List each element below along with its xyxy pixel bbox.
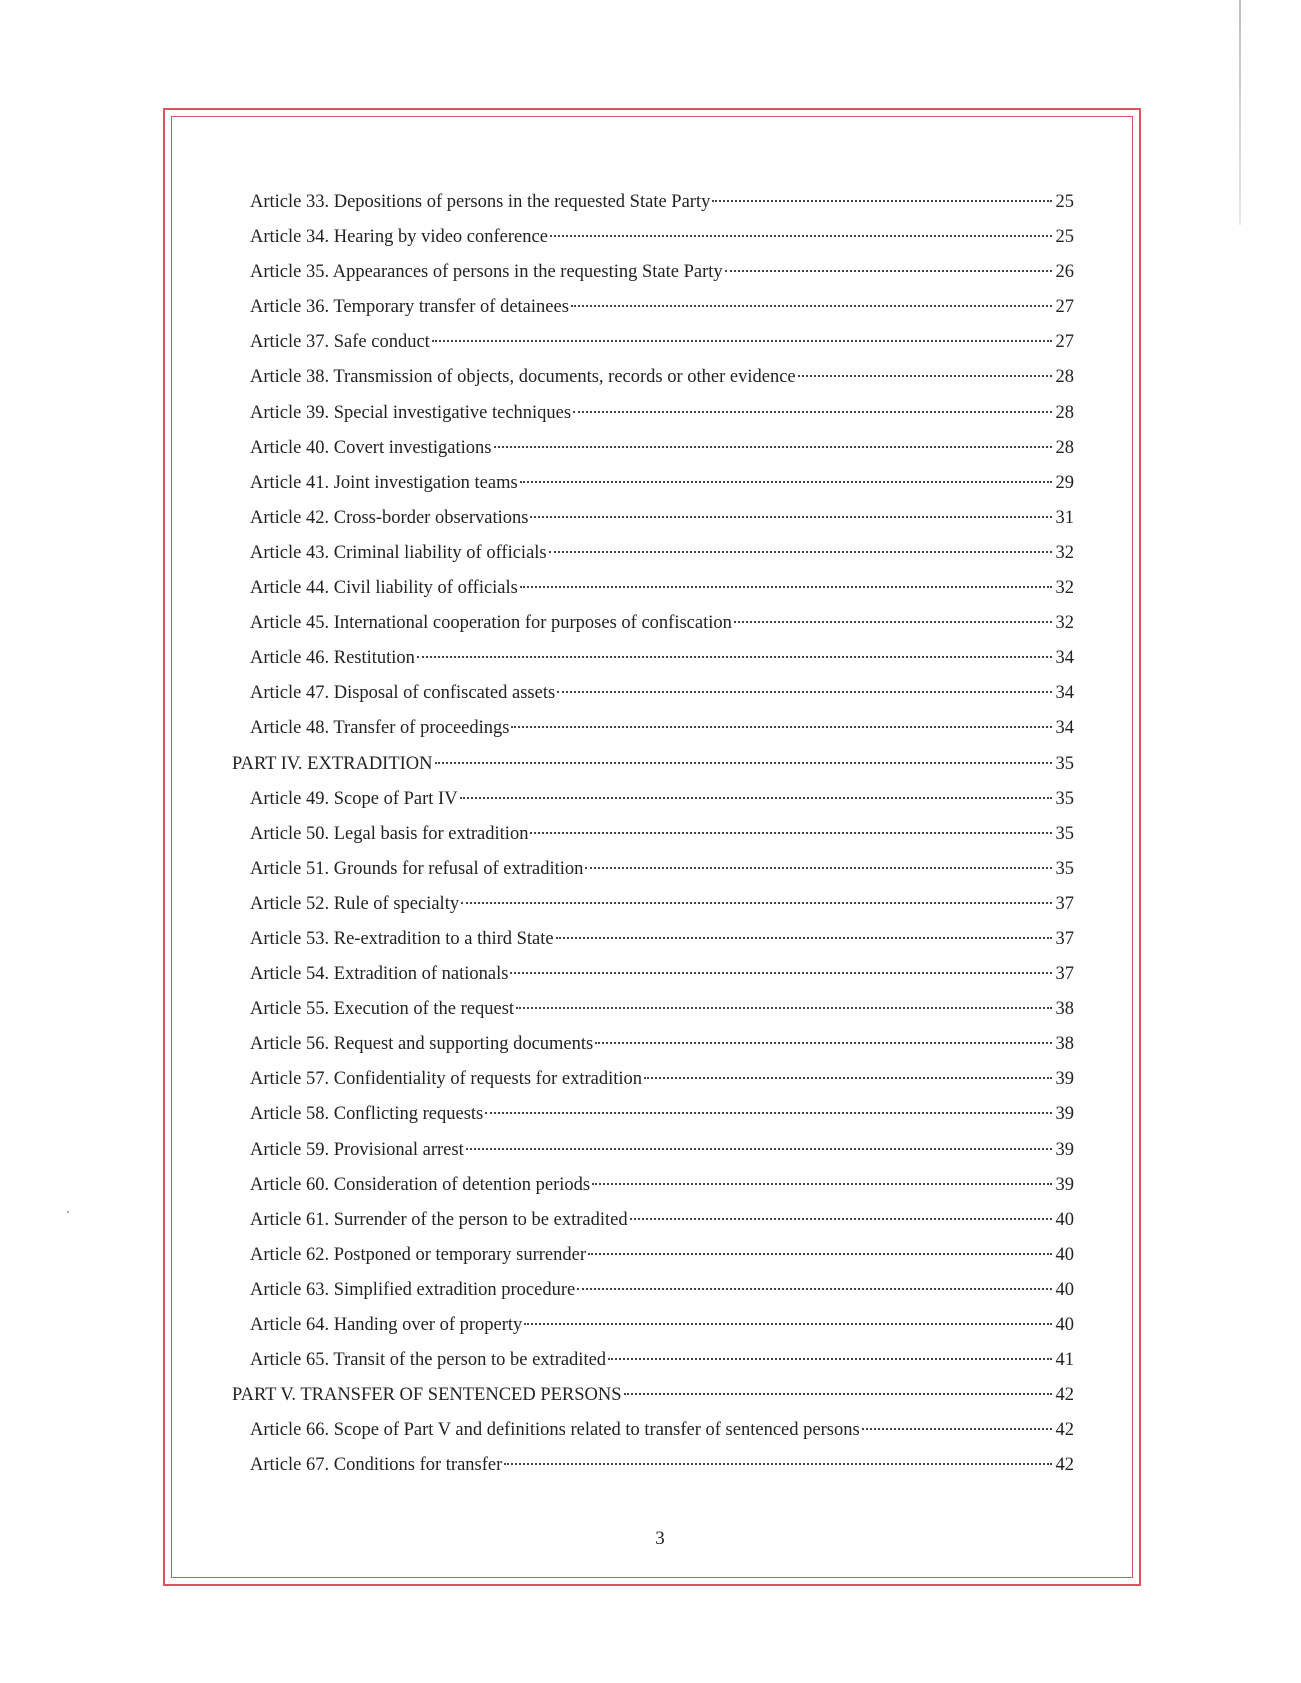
toc-entry-title: Article 36. Temporary transfer of detainees bbox=[250, 297, 569, 318]
toc-entry-page: 27 bbox=[1055, 332, 1074, 353]
toc-entry-title: Article 51. Grounds for refusal of extradition bbox=[250, 858, 584, 879]
dot-leader bbox=[585, 867, 1052, 869]
dot-leader bbox=[524, 1323, 1052, 1325]
dot-leader bbox=[485, 1112, 1052, 1114]
toc-entry-title: Article 66. Scope of Part V and definitions related to transfer of sentenced persons bbox=[250, 1420, 860, 1441]
dot-leader bbox=[530, 832, 1052, 834]
toc-entry[interactable] bbox=[232, 857, 1074, 892]
toc-entry-page: 25 bbox=[1055, 192, 1074, 212]
toc-entry[interactable] bbox=[232, 892, 1074, 927]
dot-leader bbox=[712, 200, 1052, 202]
dot-leader bbox=[624, 1393, 1052, 1395]
dot-leader bbox=[588, 1253, 1052, 1255]
toc-entry-title: Article 52. Rule of specialty bbox=[250, 893, 460, 914]
toc-entry-title: Article 41. Joint investigation teams bbox=[250, 472, 518, 493]
toc-entry-page: 40 bbox=[1055, 1244, 1074, 1265]
toc-entry[interactable] bbox=[232, 716, 1074, 751]
dot-leader bbox=[511, 726, 1052, 728]
toc-entry[interactable] bbox=[232, 576, 1074, 611]
toc-entry-page: 26 bbox=[1055, 262, 1074, 283]
toc-entry[interactable] bbox=[232, 225, 1074, 260]
toc-entry-page: 37 bbox=[1055, 893, 1074, 914]
toc-entry-title: Article 61. Surrender of the person to be extradited bbox=[250, 1209, 628, 1230]
dot-leader bbox=[435, 762, 1052, 764]
toc-entry-title: Article 49. Scope of Part IV bbox=[250, 788, 458, 809]
toc-entry-page: 40 bbox=[1055, 1279, 1074, 1300]
dot-leader bbox=[577, 1288, 1052, 1290]
table-of-contents bbox=[232, 190, 1074, 1488]
dot-leader bbox=[520, 481, 1052, 483]
toc-entry-page: 31 bbox=[1055, 507, 1074, 528]
toc-entry[interactable] bbox=[232, 1067, 1074, 1102]
toc-entry-page: 35 bbox=[1055, 858, 1074, 879]
dot-leader bbox=[644, 1077, 1052, 1079]
toc-entry-page: 38 bbox=[1055, 1034, 1074, 1055]
toc-entry[interactable] bbox=[232, 997, 1074, 1032]
toc-entry[interactable] bbox=[232, 295, 1074, 330]
toc-entry-title: Article 46. Restitution bbox=[250, 648, 415, 669]
toc-entry-page: 32 bbox=[1055, 578, 1074, 599]
toc-entry[interactable] bbox=[232, 1243, 1074, 1278]
toc-entry[interactable] bbox=[232, 646, 1074, 681]
toc-entry[interactable] bbox=[232, 962, 1074, 997]
dot-leader bbox=[550, 235, 1052, 237]
toc-entry-title: PART IV. EXTRADITION bbox=[232, 753, 433, 774]
dot-leader bbox=[432, 340, 1052, 342]
dot-leader bbox=[504, 1463, 1052, 1465]
toc-entry[interactable] bbox=[232, 190, 1074, 225]
toc-entry-title: Article 40. Covert investigations bbox=[250, 437, 492, 458]
page-number: 3 bbox=[655, 1528, 665, 1549]
toc-entry[interactable] bbox=[232, 1418, 1074, 1453]
dot-leader bbox=[417, 656, 1052, 658]
scan-speck bbox=[67, 1211, 69, 1213]
toc-entry-page: 25 bbox=[1055, 227, 1074, 248]
toc-entry-title: Article 39. Special investigative techniques bbox=[250, 402, 572, 423]
toc-entry-page: 38 bbox=[1055, 999, 1074, 1020]
toc-entry[interactable] bbox=[232, 330, 1074, 365]
toc-entry-page: 35 bbox=[1055, 823, 1074, 844]
dot-leader bbox=[510, 972, 1052, 974]
toc-entry[interactable] bbox=[232, 260, 1074, 295]
toc-entry-page: 34 bbox=[1055, 683, 1074, 704]
toc-entry[interactable] bbox=[232, 401, 1074, 436]
toc-entry[interactable] bbox=[232, 506, 1074, 541]
toc-entry[interactable] bbox=[232, 1208, 1074, 1243]
toc-entry-page: 37 bbox=[1055, 928, 1074, 949]
toc-entry-title: Article 57. Confidentiality of requests for extradition bbox=[250, 1069, 642, 1090]
toc-entry-page: 34 bbox=[1055, 648, 1074, 669]
toc-entry-page: 42 bbox=[1055, 1385, 1074, 1406]
dot-leader bbox=[571, 305, 1052, 307]
dot-leader bbox=[516, 1007, 1052, 1009]
toc-entry-title: Article 64. Handing over of property bbox=[250, 1315, 523, 1335]
toc-entry-title: Article 33. Depositions of persons in the requested State Party bbox=[250, 192, 711, 212]
toc-entry-title: Article 53. Re-extradition to a third State bbox=[250, 928, 554, 949]
dot-leader bbox=[520, 586, 1052, 588]
toc-entry-title: Article 54. Extradition of nationals bbox=[250, 964, 509, 985]
toc-entry-title: Article 58. Conflicting requests bbox=[250, 1104, 484, 1125]
toc-entry-page: 40 bbox=[1055, 1209, 1074, 1230]
dot-leader bbox=[557, 691, 1052, 693]
toc-entry-title: Article 44. Civil liability of officials bbox=[250, 578, 518, 599]
toc-entry-title: Article 38. Transmission of objects, documents, records or other evidence bbox=[250, 367, 796, 388]
toc-entry[interactable] bbox=[232, 365, 1074, 400]
toc-entry-page: 37 bbox=[1055, 964, 1074, 985]
toc-entry[interactable] bbox=[232, 436, 1074, 471]
toc-entry[interactable] bbox=[232, 1278, 1074, 1313]
toc-entry-page: 42 bbox=[1055, 1420, 1074, 1441]
scan-edge-shadow bbox=[1239, 0, 1241, 225]
toc-entry-page: 39 bbox=[1055, 1104, 1074, 1125]
toc-entry-title: Article 37. Safe conduct bbox=[250, 332, 430, 353]
dot-leader bbox=[466, 1148, 1052, 1150]
toc-part-heading[interactable] bbox=[232, 1383, 1074, 1418]
dot-leader bbox=[549, 551, 1052, 553]
toc-part-heading[interactable] bbox=[232, 752, 1074, 787]
dot-leader bbox=[608, 1358, 1052, 1360]
dot-leader bbox=[630, 1218, 1052, 1220]
toc-entry-page: 41 bbox=[1055, 1350, 1074, 1371]
toc-entry-title: Article 50. Legal basis for extradition bbox=[250, 823, 529, 844]
toc-entry[interactable] bbox=[232, 822, 1074, 857]
toc-entry-title: Article 62. Postponed or temporary surrender bbox=[250, 1244, 586, 1265]
toc-entry-title: Article 47. Disposal of confiscated assets bbox=[250, 683, 556, 704]
toc-entry-page: 42 bbox=[1055, 1455, 1074, 1476]
toc-entry-title: Article 59. Provisional arrest bbox=[250, 1139, 464, 1160]
dot-leader bbox=[862, 1428, 1052, 1430]
toc-entry-page: 32 bbox=[1055, 613, 1074, 634]
toc-entry-page: 28 bbox=[1055, 367, 1074, 388]
toc-entry[interactable] bbox=[232, 1313, 1074, 1348]
dot-leader bbox=[494, 446, 1053, 448]
toc-entry-page: 39 bbox=[1055, 1174, 1074, 1195]
toc-entry[interactable] bbox=[232, 611, 1074, 646]
toc-entry-title: PART V. TRANSFER OF SENTENCED PERSONS bbox=[232, 1385, 622, 1406]
toc-entry[interactable] bbox=[232, 787, 1074, 822]
toc-entry-page: 32 bbox=[1055, 542, 1074, 563]
toc-entry-title: Article 43. Criminal liability of officials bbox=[250, 542, 547, 563]
dot-leader bbox=[592, 1183, 1052, 1185]
toc-entry[interactable] bbox=[232, 681, 1074, 716]
toc-entry-page: 35 bbox=[1055, 788, 1074, 809]
toc-entry-page: 28 bbox=[1055, 437, 1074, 458]
dot-leader bbox=[725, 270, 1052, 272]
dot-leader bbox=[530, 516, 1052, 518]
dot-leader bbox=[461, 902, 1052, 904]
toc-entry-title: Article 48. Transfer of proceedings bbox=[250, 718, 510, 739]
toc-entry[interactable] bbox=[232, 1102, 1074, 1137]
toc-entry-title: Article 65. Transit of the person to be extradited bbox=[250, 1350, 607, 1371]
toc-entry-title: Article 60. Consideration of detention periods bbox=[250, 1174, 591, 1195]
toc-entry-page: 39 bbox=[1055, 1139, 1074, 1160]
dot-leader bbox=[556, 937, 1052, 939]
toc-entry[interactable] bbox=[232, 1173, 1074, 1208]
toc-entry-title: Article 67. Conditions for transfer bbox=[250, 1455, 503, 1476]
dot-leader bbox=[734, 621, 1052, 623]
toc-entry[interactable] bbox=[232, 541, 1074, 576]
toc-entry-page: 39 bbox=[1055, 1069, 1074, 1090]
toc-entry-page: 34 bbox=[1055, 718, 1074, 739]
toc-entry-page: 35 bbox=[1055, 753, 1074, 774]
dot-leader bbox=[573, 411, 1052, 413]
toc-entry-title: Article 45. International cooperation for purposes of confiscation bbox=[250, 613, 732, 634]
dot-leader bbox=[460, 797, 1052, 799]
toc-entry-title: Article 56. Request and supporting documents bbox=[250, 1034, 594, 1055]
toc-entry-title: Article 34. Hearing by video conference bbox=[250, 227, 548, 248]
toc-entry-page: 28 bbox=[1055, 402, 1074, 423]
toc-entry[interactable] bbox=[232, 1348, 1074, 1383]
dot-leader bbox=[798, 375, 1052, 377]
dot-leader bbox=[595, 1042, 1052, 1044]
toc-entry-page: 29 bbox=[1055, 472, 1074, 493]
toc-entry-title: Article 63. Simplified extradition procedure bbox=[250, 1279, 576, 1300]
toc-entry-title: Article 35. Appearances of persons in the requesting State Party bbox=[250, 262, 723, 283]
toc-entry[interactable] bbox=[232, 1138, 1074, 1173]
toc-entry-title: Article 42. Cross-border observations bbox=[250, 507, 529, 528]
toc-entry[interactable] bbox=[232, 1453, 1074, 1488]
toc-entry-page: 40 bbox=[1055, 1315, 1074, 1335]
toc-entry[interactable] bbox=[232, 927, 1074, 962]
toc-entry-page: 27 bbox=[1055, 297, 1074, 318]
toc-entry[interactable] bbox=[232, 471, 1074, 506]
toc-entry[interactable] bbox=[232, 1032, 1074, 1067]
toc-entry-title: Article 55. Execution of the request bbox=[250, 999, 515, 1020]
